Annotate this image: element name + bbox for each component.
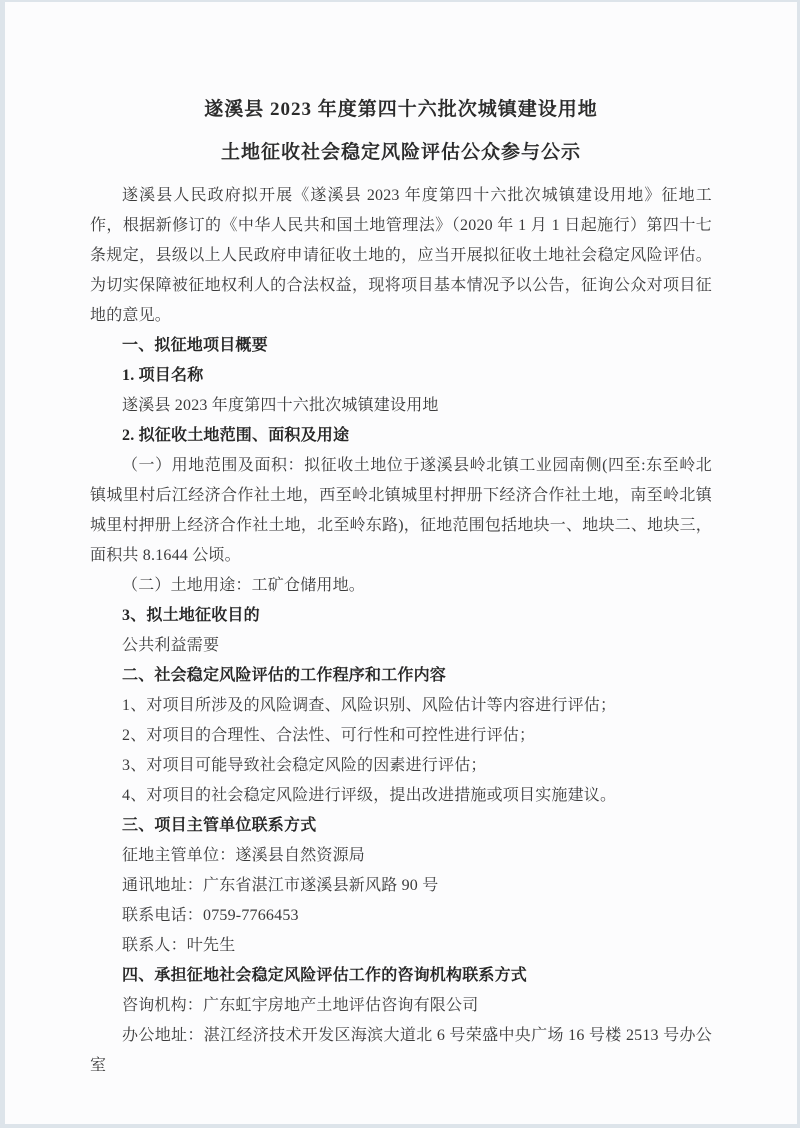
project-name-value: 遂溪县 2023 年度第四十六批次城镇建设用地 (122, 397, 439, 414)
document-page (5, 2, 797, 1124)
acquisition-purpose-value: 公共利益需要 (122, 637, 220, 654)
competent-unit-line: 征地主管单位：遂溪县自然资源局 (122, 847, 366, 864)
subheading-acquisition-purpose: 3、拟土地征收目的 (122, 607, 260, 624)
intro-paragraph: 遂溪县人民政府拟开展《遂溪县 2023 年度第四十六批次城镇建设用地》征地工作，根据新修订的《中华人民共和国土地管理法》（2020 年 1 月 1 日起施行）第四十七条规定，县级以上人民政府申请征收土地的，应当开展拟征收土地社会稳定风险评估。为切实保障被征地权利人的合法权益，现将项目基本情况予以公告，征询公众对项目征地的意见。 (90, 187, 712, 324)
contact-person-line: 联系人：叶先生 (122, 937, 236, 954)
office-address-line: 办公地址：湛江经济技术开发区海滨大道北 6 号荣盛中央广场 16 号楼 2513 号办公室 (90, 1027, 712, 1074)
section-heading-2: 二、社会稳定风险评估的工作程序和工作内容 (122, 667, 447, 684)
land-scope-area-paragraph: （一）用地范围及面积：拟征收土地位于遂溪县岭北镇工业园南侧(四至:东至岭北镇城里村后江经济合作社土地，西至岭北镇城里村押册下经济合作社土地，南至岭北镇城里村押册上经济合作社土地，北至岭东路)，征地范围包括地块一、地块二、地块三，面积共 8.1644 公顷。 (90, 457, 712, 564)
document-body (90, 181, 712, 1081)
title-line-2: 土地征收社会稳定风险评估公众参与公示 (220, 142, 581, 163)
document-title (90, 88, 712, 174)
section-heading-1: 一、拟征地项目概要 (122, 337, 268, 354)
work-item-1: 1、对项目所涉及的风险调查、风险识别、风险估计等内容进行评估； (122, 697, 617, 714)
work-item-2: 2、对项目的合理性、合法性、可行性和可控性进行评估； (122, 727, 536, 744)
consulting-agency-line: 咨询机构：广东虹宇房地产土地评估咨询有限公司 (122, 997, 479, 1014)
land-use-paragraph: （二）土地用途：工矿仓储用地。 (122, 577, 366, 594)
work-item-3: 3、对项目可能导致社会稳定风险的因素进行评估； (122, 757, 487, 774)
subheading-project-name: 1. 项目名称 (122, 367, 204, 384)
work-item-4: 4、对项目的社会稳定风险进行评级，提出改进措施或项目实施建议。 (122, 787, 617, 804)
mailing-address-line: 通讯地址：广东省湛江市遂溪县新风路 90 号 (122, 877, 439, 894)
section-heading-3: 三、项目主管单位联系方式 (122, 817, 317, 834)
section-heading-4: 四、承担征地社会稳定风险评估工作的咨询机构联系方式 (122, 967, 528, 984)
subheading-land-scope: 2. 拟征收土地范围、面积及用途 (122, 427, 350, 444)
contact-phone-line: 联系电话：0759-7766453 (122, 907, 299, 924)
title-line-1: 遂溪县 2023 年度第四十六批次城镇建设用地 (204, 99, 598, 120)
